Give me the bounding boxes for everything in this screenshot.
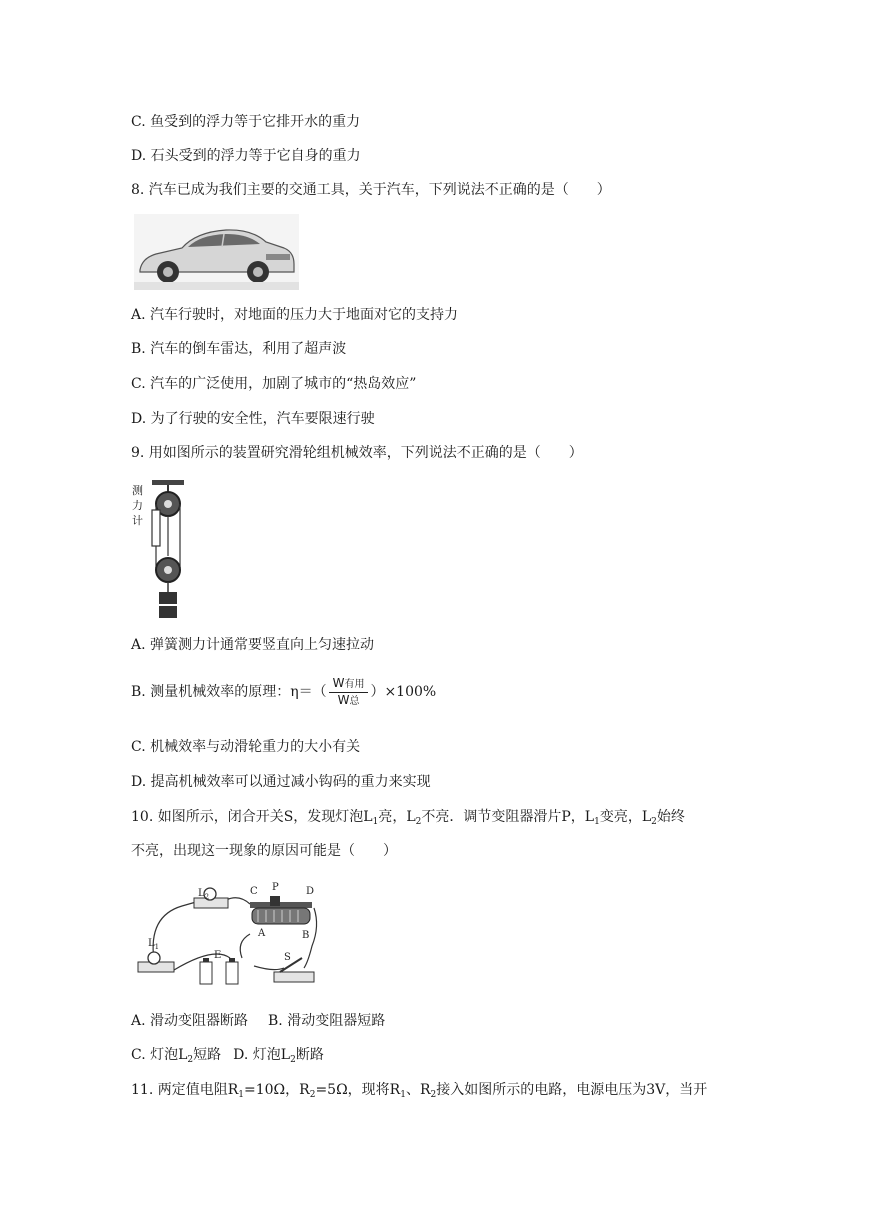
q10-stem-line2: 不亮，出现这一现象的原因可能是（ ） <box>131 843 397 859</box>
q10-option-b: B. 滑动变阻器短路 <box>268 1013 386 1029</box>
q10-options-ab <box>131 1011 385 1031</box>
circuit-label-s: S <box>284 952 291 963</box>
circuit-label-c: C <box>250 886 258 897</box>
fraction-denominator: W总 <box>337 692 360 707</box>
q9-stem: 9. 用如图所示的装置研究滑轮组机械效率，下列说法不正确的是（ ） <box>131 445 583 461</box>
q8-option-a: A. 汽车行驶时，对地面的压力大于地面对它的支持力 <box>131 307 459 323</box>
circuit-label-p: P <box>272 882 279 893</box>
q8-option-d: D. 为了行驶的安全性，汽车要限速行驶 <box>131 411 375 427</box>
circuit-label-d: D <box>306 886 315 897</box>
q9-option-a: A. 弹簧测力计通常要竖直向上匀速拉动 <box>131 637 375 653</box>
q8-option-c: C. 汽车的广泛使用，加剧了城市的“热岛效应” <box>131 376 417 392</box>
q9-option-c: C. 机械效率与动滑轮重力的大小有关 <box>131 739 361 755</box>
q9-option-b <box>131 672 436 712</box>
pulley-label-3: 计 <box>132 514 143 527</box>
q10-stem-line1: 10. 如图所示，闭合开关S，发现灯泡$L_1$亮，$L_2$不亮．调节变阻器滑片P，$L_1$变亮，$L_2$始终 <box>131 809 685 827</box>
q10-option-c: C. 灯泡$L_2$短路 <box>131 1047 222 1065</box>
car-image <box>134 214 299 290</box>
circuit-label-b: B <box>302 930 310 941</box>
q10-option-a: A. 滑动变阻器断路 <box>131 1013 249 1029</box>
q9-option-b-suffix: ）×100% <box>370 684 437 700</box>
q7-option-d: D. 石头受到的浮力等于它自身的重力 <box>131 148 361 164</box>
circuit-label-a: A <box>258 928 266 939</box>
pulley-label-2: 力 <box>132 499 143 512</box>
pulley-figure <box>130 478 190 626</box>
fraction-numerator: W有用 <box>329 676 369 693</box>
circuit-figure <box>134 876 322 988</box>
q8-stem: 8. 汽车已成为我们主要的交通工具，关于汽车，下列说法不正确的是（ ） <box>131 182 611 198</box>
q10-option-d: D. 灯泡$L_2$断路 <box>233 1047 324 1065</box>
circuit-label-e: E <box>214 950 222 961</box>
q11-stem: 11. 两定值电阻$R_1=10\Omega$，$R_2=5\Omega$，现将$R_1$、$R_2$接入如图所示的电路，电源电压为3V，当开 <box>131 1082 708 1100</box>
circuit-label-l1: $L_1$ <box>148 938 160 951</box>
circuit-label-l2: $L_2$ <box>198 888 210 901</box>
q7-option-c: C. 鱼受到的浮力等于它排开水的重力 <box>131 114 361 130</box>
q9-option-b-prefix: B. 测量机械效率的原理：η＝（ <box>131 684 327 700</box>
q9-option-d: D. 提高机械效率可以通过减小钩码的重力来实现 <box>131 774 431 790</box>
efficiency-fraction <box>329 676 369 709</box>
q10-options-cd <box>131 1045 324 1065</box>
q8-option-b: B. 汽车的倒车雷达，利用了超声波 <box>131 341 347 357</box>
pulley-label-1: 测 <box>132 484 143 497</box>
